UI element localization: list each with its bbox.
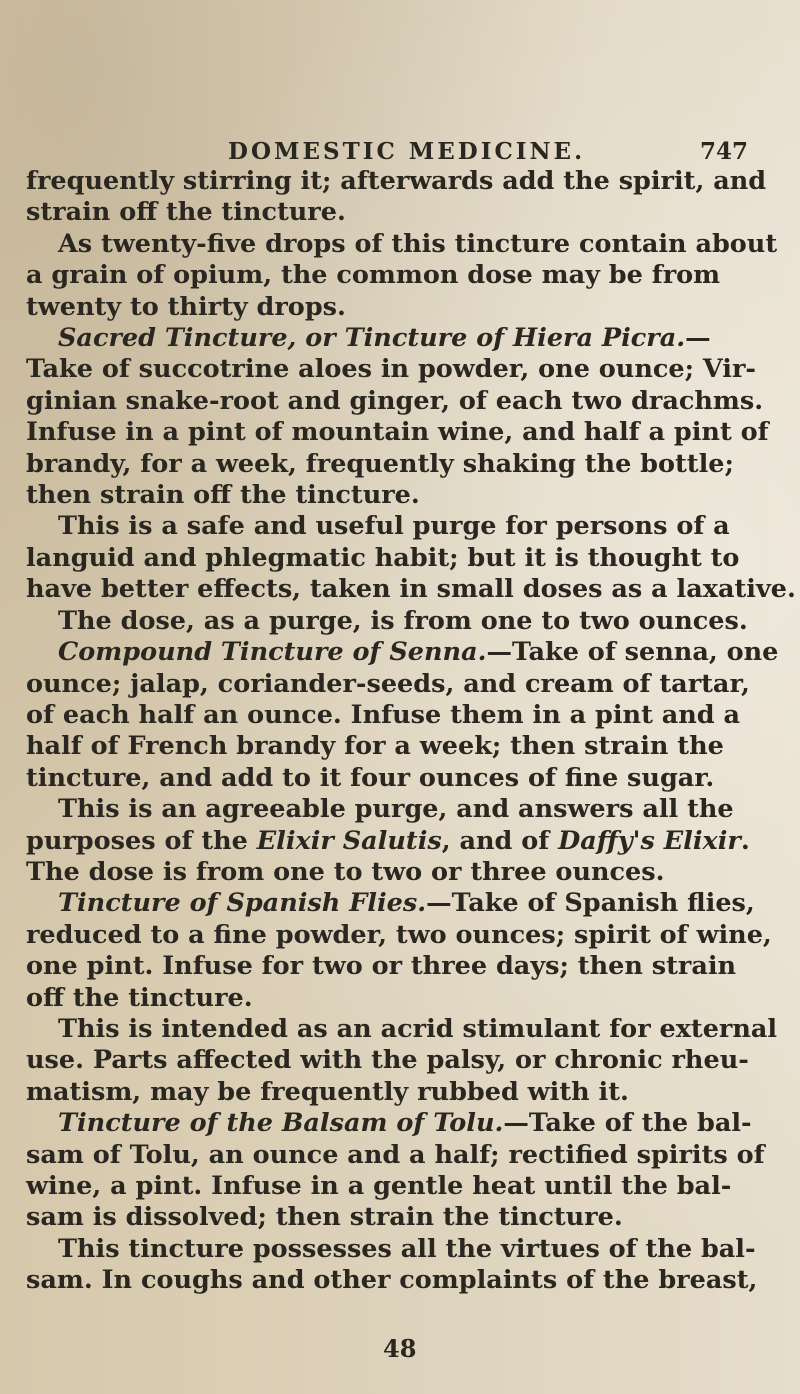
text-run: As twenty-five drops of this tincture contain about [58,228,778,259]
text-run: —Take of senna, one [486,637,779,668]
text-line [26,826,796,857]
italic-run: Elixir Salutis [256,825,442,856]
text-run: then strain off the tincture. [26,480,420,511]
text-run: — [685,323,711,354]
text-run: twenty to thirty drops. [26,291,346,322]
text-run: This tincture possesses all the virtues of the bal- [58,1233,756,1264]
text-run: ginian snake-root and ginger, of each two drachms. [26,385,764,416]
text-line [26,480,796,511]
text-line [26,951,796,982]
text-line [26,229,796,260]
text-line [26,1171,796,1202]
text-run: wine, a pint. Infuse in a gentle heat until the bal- [26,1171,732,1201]
text-line [26,166,796,197]
text-run: purposes of the [26,825,257,856]
text-run: brandy, for a week, frequently shaking the bottle; [26,448,734,479]
text-line [26,763,796,794]
text-run: matism, may be frequently rubbed with it. [26,1076,629,1107]
italic-run: Tincture of Spanish Flies. [58,888,427,919]
running-title: DOMESTIC MEDICINE. [228,138,586,165]
text-line [26,637,796,668]
text-line [26,511,796,542]
text-run: This is a safe and useful purge for persons of a [58,511,730,542]
text-line [26,731,796,762]
text-line [26,354,796,385]
text-run: a grain of opium, the common dose may be from [26,260,721,291]
text-line [26,574,796,605]
text-run: use. Parts affected with the palsy, or chronic rheu- [26,1045,749,1076]
signature-mark: 48 [383,1334,417,1363]
text-line [26,606,796,637]
italic-run: Compound Tincture of Senna. [58,637,487,668]
text-run: one pint. Infuse for two or three days; then strain [26,951,737,982]
text-line [26,1014,796,1045]
text-run: sam. In coughs and other complaints of the breast, [26,1265,758,1296]
text-line [26,857,796,888]
text-line [26,669,796,700]
text-run: half of French brandy for a week; then strain the [26,731,724,762]
text-run: strain off the tincture. [26,197,346,228]
italic-run: Sacred Tincture, or Tincture of Hiera Picra. [58,323,686,354]
text-run: This is intended as an acrid stimulant for external [58,1013,778,1044]
text-line [26,1265,796,1296]
text-line [26,700,796,731]
text-run: tincture, and add to it four ounces of fine sugar. [26,762,715,793]
text-line [26,920,796,951]
text-run: , and of [441,825,559,856]
text-line [26,197,796,228]
body-text [26,166,796,1297]
text-run: frequently stirring it; afterwards add the spirit, and [26,166,767,196]
text-run: off the tincture. [26,982,253,1013]
text-run: ounce; jalap, coriander-seeds, and cream of tartar, [26,668,750,699]
text-line [26,1108,796,1139]
text-line [26,449,796,480]
text-run: languid and phlegmatic habit; but it is thought to [26,542,740,573]
text-line [26,794,796,825]
text-run: reduced to a fine powder, two ounces; spirit of wine, [26,919,772,950]
text-line [26,323,796,354]
text-run: —Take of Spanish flies, [426,888,755,919]
text-line [26,1077,796,1108]
text-line [26,983,796,1014]
text-run: The dose is from one to two or three ounces. [26,856,665,887]
text-line [26,386,796,417]
text-run: sam is dissolved; then strain the tincture. [26,1202,623,1233]
text-run: Infuse in a pint of mountain wine, and half a pint of [26,417,769,448]
text-line [26,543,796,574]
text-line [26,292,796,323]
text-run: —Take of the bal- [503,1108,752,1139]
text-run: Take of succotrine aloes in powder, one ounce; Vir- [26,354,756,385]
page-number: 747 [700,138,749,165]
running-head [0,138,800,168]
text-line [26,888,796,919]
text-run: have better effects, taken in small doses as a laxative. [26,574,796,605]
text-line [26,417,796,448]
text-run: The dose, as a purge, is from one to two ounces. [58,605,748,636]
text-run: sam of Tolu, an ounce and a half; rectified spirits of [26,1139,765,1170]
text-line [26,260,796,291]
italic-run: Daffy's Elixir [558,825,741,856]
text-line [26,1234,796,1265]
text-run: of each half an ounce. Infuse them in a pint and a [26,699,741,730]
text-line [26,1202,796,1233]
italic-run: Tincture of the Balsam of Tolu. [58,1108,504,1139]
text-run: . [740,825,750,856]
text-line [26,1140,796,1171]
text-line [26,1045,796,1076]
text-run: This is an agreeable purge, and answers all the [58,794,734,825]
